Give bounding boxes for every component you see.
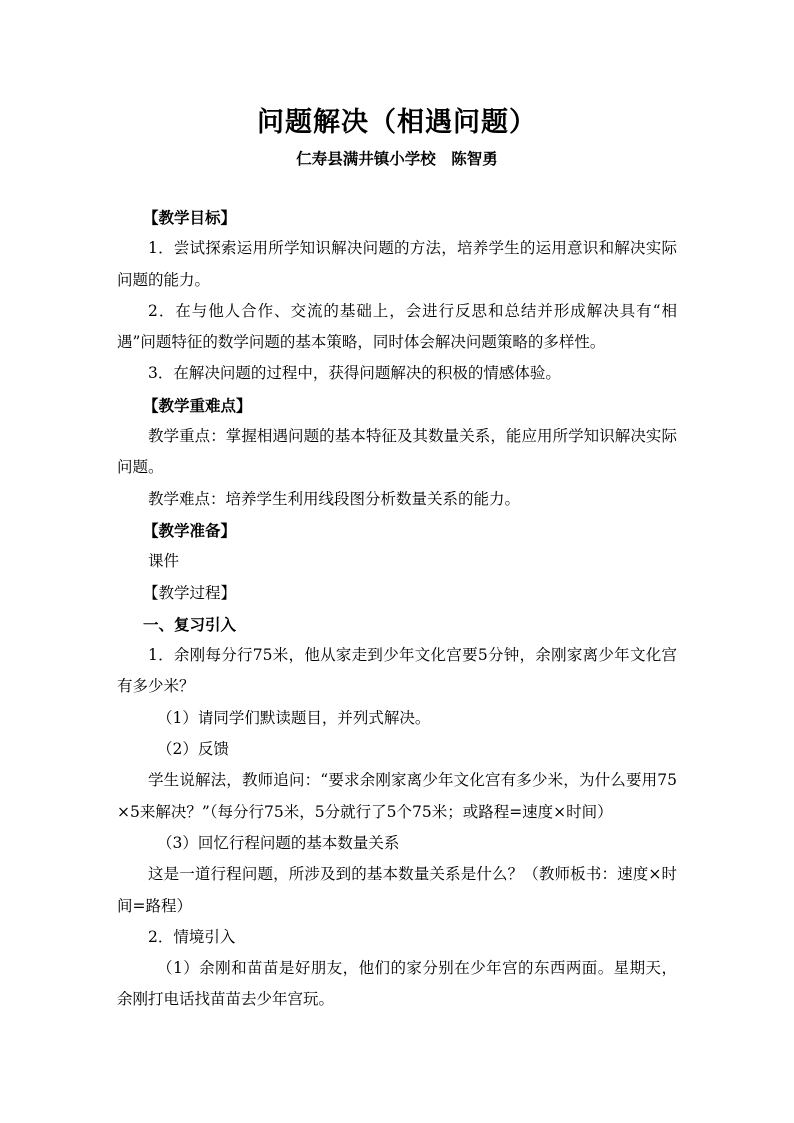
paragraph-step-2: （2）反馈 <box>157 740 229 759</box>
paragraph-preparation: 课件 <box>148 552 180 571</box>
document-author: 仁寿县满井镇小学校 陈智勇 <box>296 149 498 168</box>
section-heading-preparation: 【教学准备】 <box>143 520 237 540</box>
paragraph-step-3: （3）回忆行程问题的基本数量关系 <box>157 833 400 852</box>
document-title: 问题解决（相遇问题） <box>257 107 537 138</box>
section-heading-process: 【教学过程】 <box>143 583 237 602</box>
paragraph-step-1: （1）请同学们默读题目，并列式解决。 <box>157 708 431 727</box>
paragraph-goal-3: 3．在解决问题的过程中，获得问题解决的积极的情感体验。 <box>148 364 561 383</box>
paragraph-student-solution: 学生说解法，教师追问：“要求余刚家离少年文化宫有多少米，为什么要用75×5来解决？”（每分行75米，5分就行了5个75米；或路程=速度×时间） <box>117 771 677 821</box>
paragraph-goal-2: 2．在与他人合作、交流的基础上，会进行反思和总结并形成解决具有“相遇”问题特征的数学问题的基本策略，同时体会解决问题策略的多样性。 <box>117 301 677 352</box>
paragraph-problem-1: 1．余刚每分行75米，他从家走到少年文化宫要5分钟，余刚家离少年文化宫有多少米？ <box>117 646 677 696</box>
paragraph-relation: 这是一道行程问题，所涉及到的基本数量关系是什么？（教师板书：速度×时间=路程） <box>117 865 677 915</box>
paragraph-scenario-1: （1）余刚和苗苗是好朋友，他们的家分别在少年宫的东西两面。星期天，余刚打电话找苗苗去少年宫玩。 <box>117 959 677 1009</box>
paragraph-goal-1: 1．尝试探索运用所学知识解决问题的方法，培养学生的运用意识和解决实际问题的能力。 <box>117 239 677 289</box>
section-heading-key-points: 【教学重难点】 <box>143 395 252 415</box>
section-heading-review: 一、复习引入 <box>143 614 237 634</box>
section-heading-goals: 【教学目标】 <box>143 208 237 227</box>
paragraph-key-point: 教学重点：掌握相遇问题的基本特征及其数量关系，能应用所学知识解决实际问题。 <box>117 427 677 477</box>
paragraph-difficulty: 教学难点：培养学生利用线段图分析数量关系的能力。 <box>148 489 521 508</box>
paragraph-scenario-heading: 2．情境引入 <box>148 927 236 946</box>
document-body <box>117 202 677 1016</box>
